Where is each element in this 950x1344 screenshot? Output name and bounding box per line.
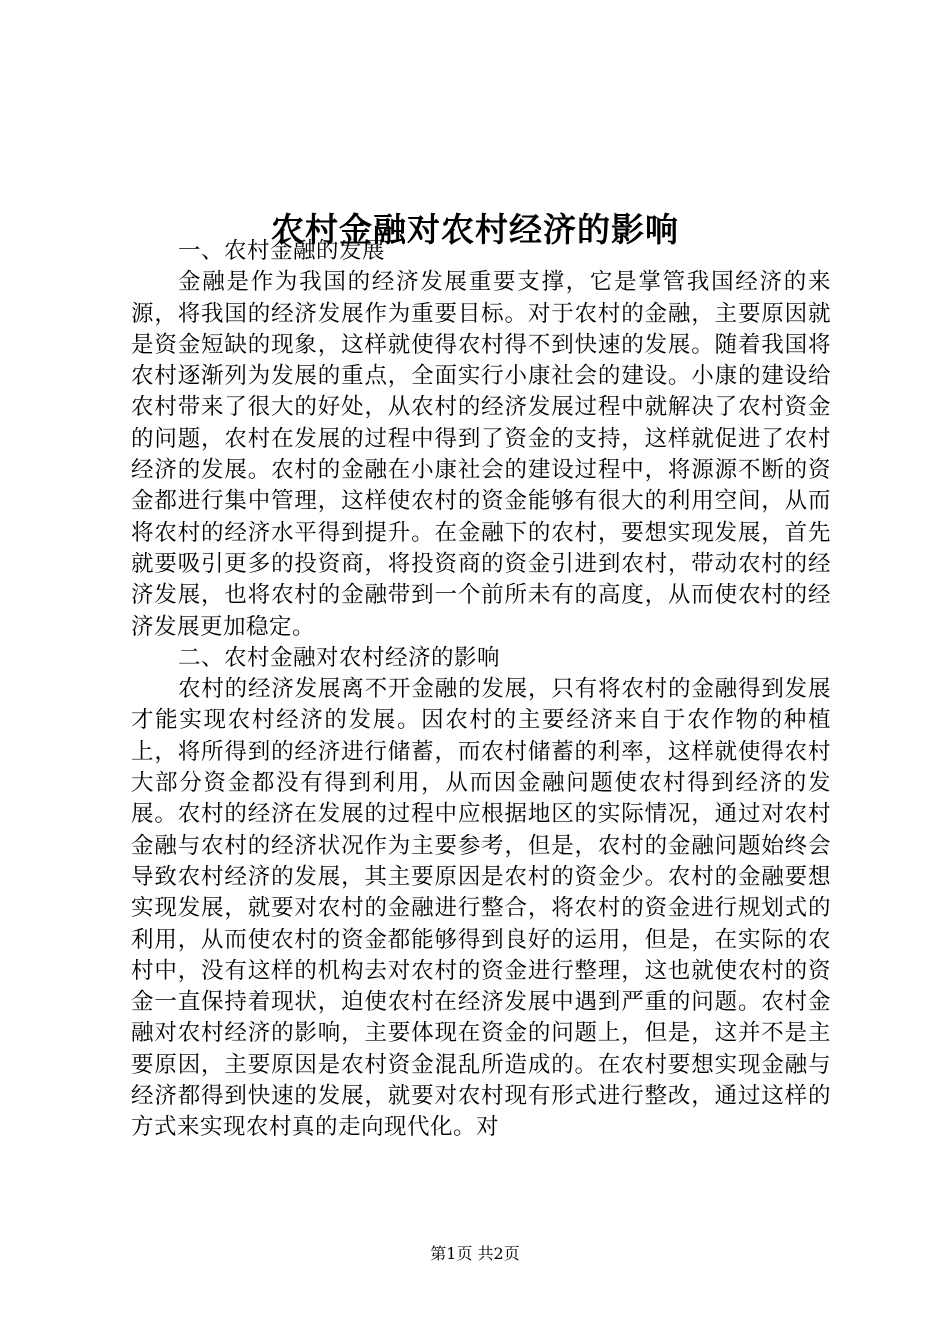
section-paragraph-2: 农村的经济发展离不开金融的发展，只有将农村的金融得到发展才能实现农村经济的发展。因农村的主要经济来自于农作物的种植上，将所得到的经济进行储蓄，而农村储蓄的利率，这样就使得农村大部分资金都没有得到利用，从而因金融问题使农村得到经济的发展。农村的经济在发展的过程中应根据地区的实际情况，通过对农村金融与农村的经济状况作为主要参考，但是，农村的金融问题始终会导致农村经济的发展，其主要原因是农村的资金少。农村的金融要想实现发展，就要对农村的金融进行整合，将农村的资金进行规划式的利用，从而使农村的资金都能够得到良好的运用，但是，在实际的农村中，没有这样的机构去对农村的资金进行整理，这也就使农村的资金一直保持着现状，迫使农村在经济发展中遇到严重的问题。农村金融对农村经济的影响，主要体现在资金的问题上，但是，这并不是主要原因，主要原因是农村资金混乱所造成的。在农村要想实现金融与经济都得到快速的发展，就要对农村现有形式进行整改，通过这样的方式来实现农村真的走向现代化。对	[131, 676, 831, 1141]
document-title: 农村金融对农村经济的影响	[271, 210, 679, 250]
page-number-footer: 第1页 共2页	[430, 1244, 520, 1263]
section-heading-2: 二、农村金融对农村经济的影响	[178, 644, 501, 671]
document-body	[131, 236, 831, 1144]
section-heading-1: 一、农村金融的发展	[178, 238, 386, 264]
section-paragraph-1: 金融是作为我国的经济发展重要支撑，它是掌管我国经济的来源，将我国的经济发展作为重要目标。对于农村的金融，主要原因就是资金短缺的现象，这样就使得农村得不到快速的发展。随着我国将农村逐渐列为发展的重点，全面实行小康社会的建设。小康的建设给农村带来了很大的好处，从农村的经济发展过程中就解决了农村资金的问题，农村在发展的过程中得到了资金的支持，这样就促进了农村经济的发展。农村的金融在小康社会的建设过程中，将源源不断的资金都进行集中管理，这样使农村的资金能够有很大的利用空间，从而将农村的经济水平得到提升。在金融下的农村，要想实现发展，首先就要吸引更多的投资商，将投资商的资金引进到农村，带动农村的经济发展，也将农村的金融带到一个前所未有的高度，从而使农村的经济发展更加稳定。	[131, 269, 831, 640]
